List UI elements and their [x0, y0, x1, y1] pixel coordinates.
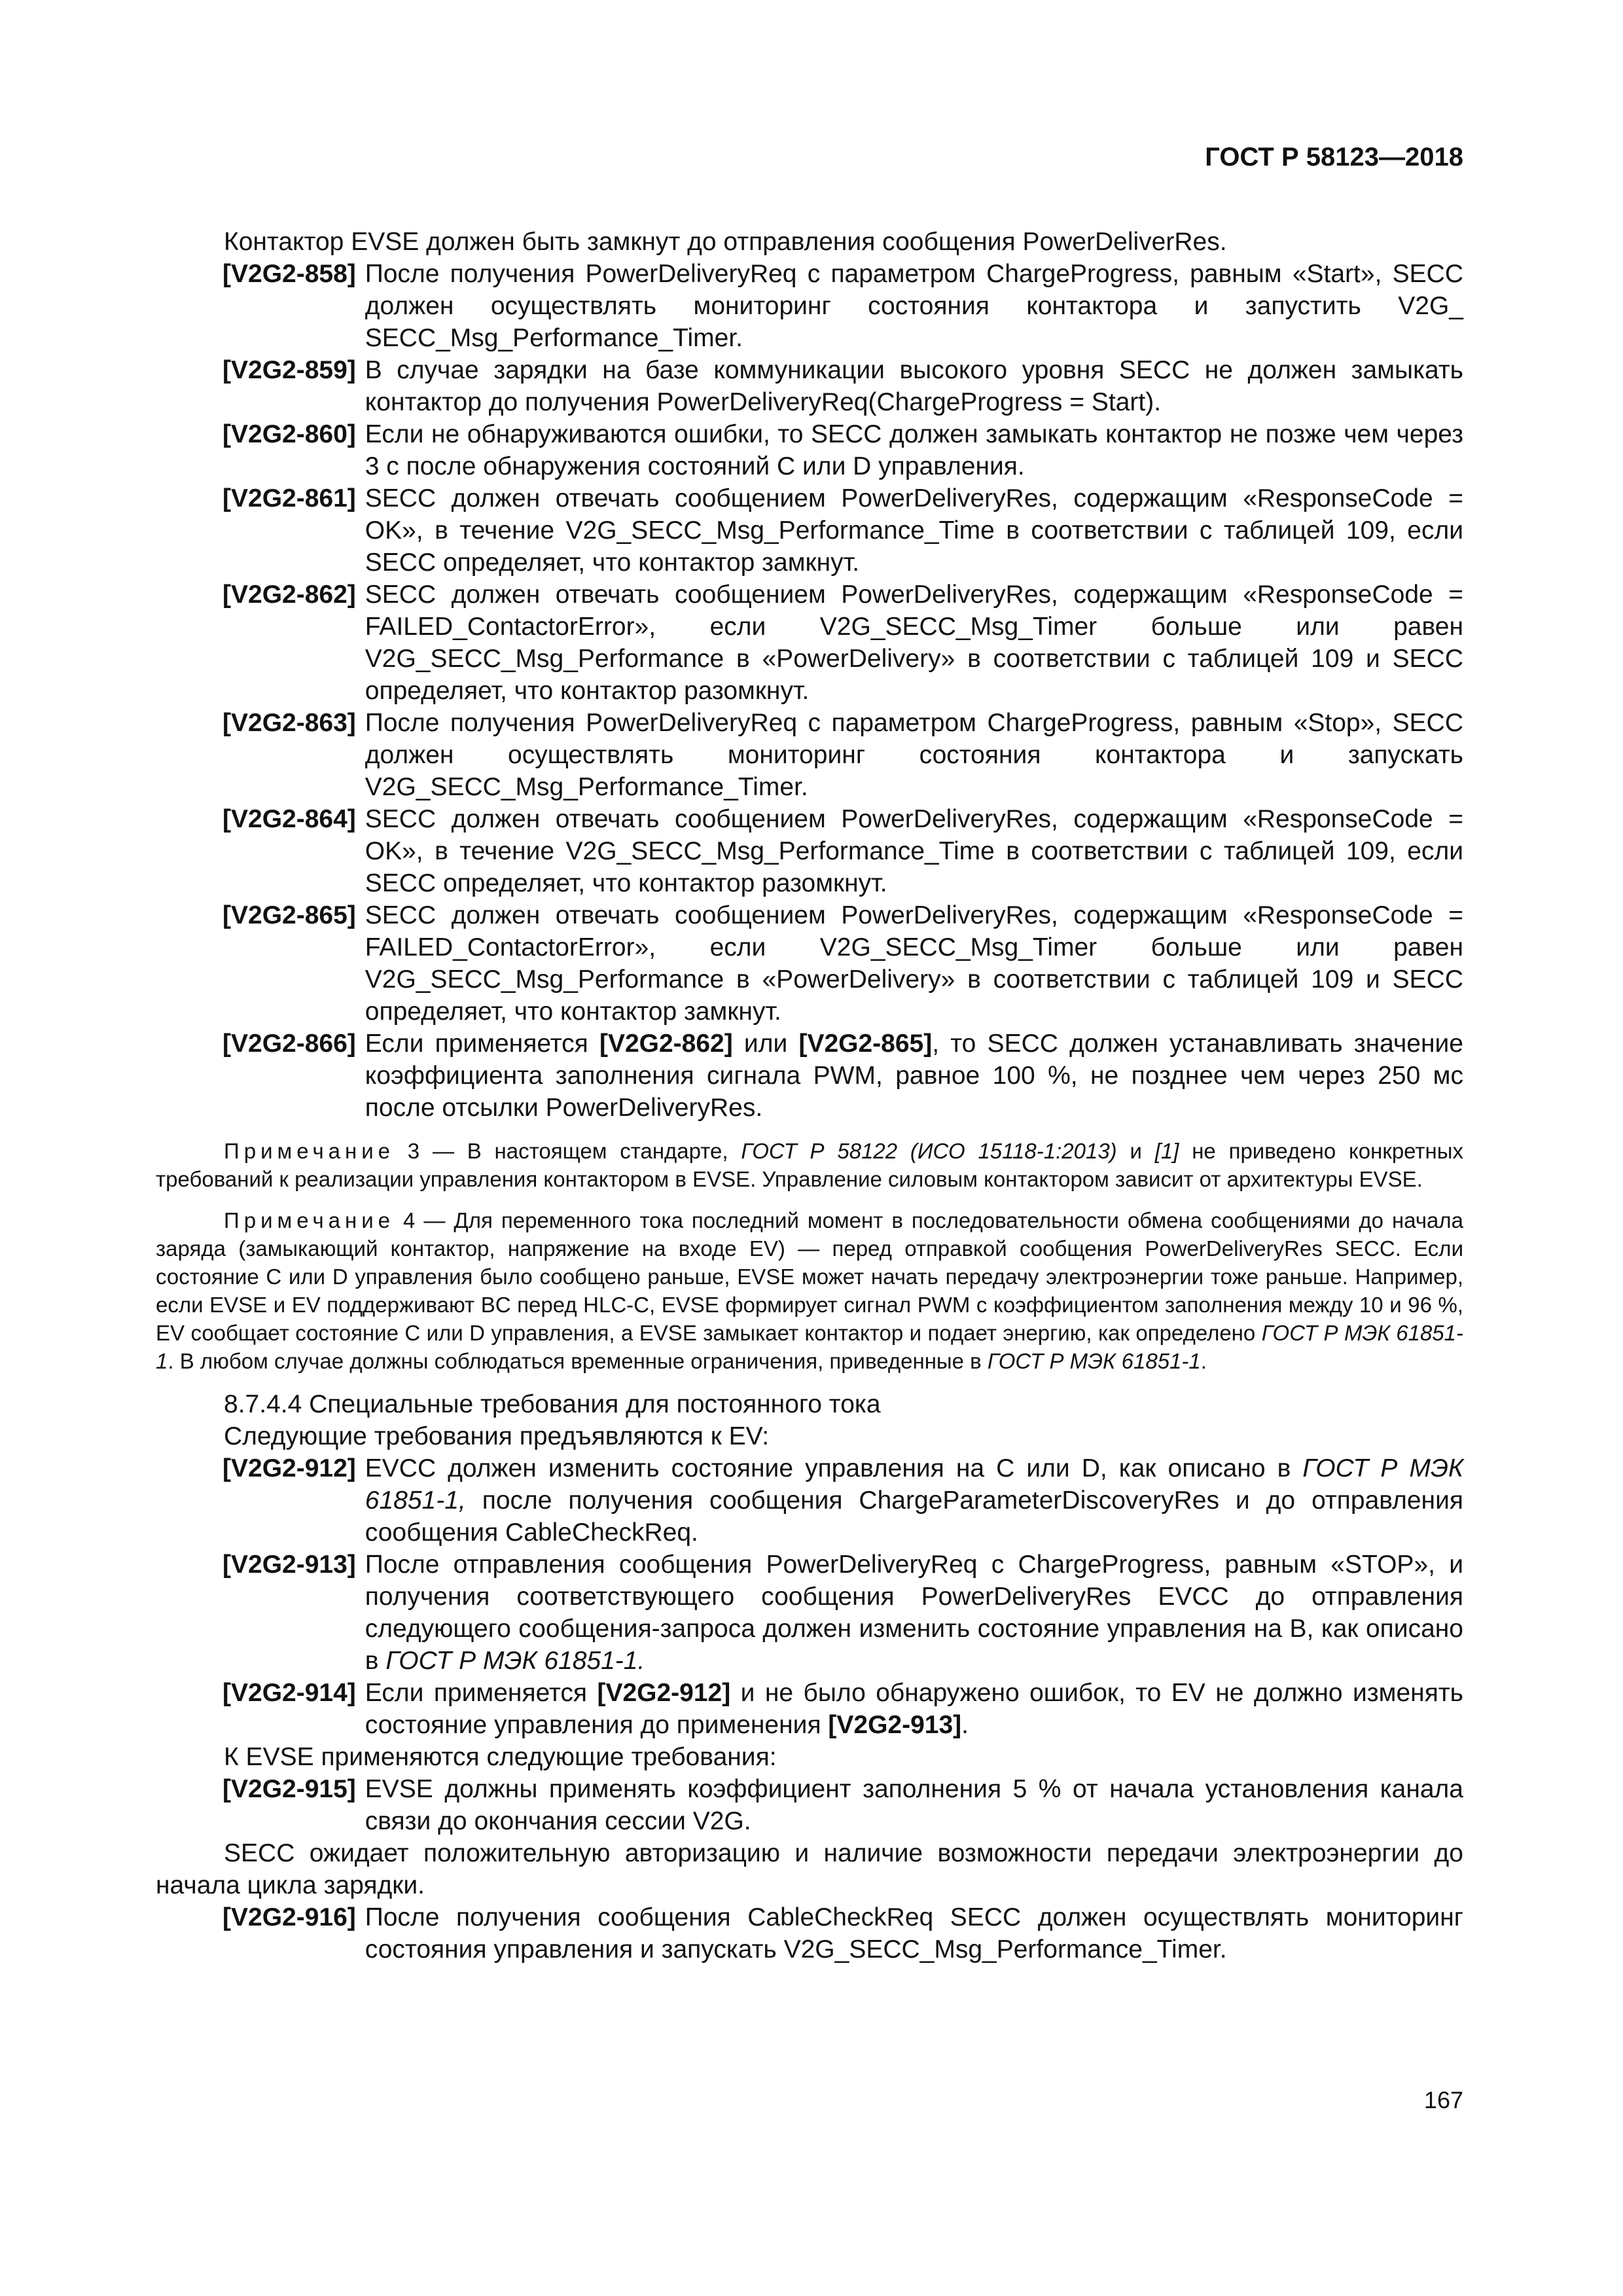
requirement-text: После отправления сообщения PowerDeliveryReq с ChargeProgress, равным «STOP», и получения соответствующего сообщения PowerDeliveryRes EVCC до отправления следующего сообщения-запроса должен изменить состояние управления на B, как описано в ГОСТ Р МЭК 61851-1. — [365, 1551, 1463, 1675]
page-content — [156, 226, 1463, 1965]
requirement-id: [V2G2-915] — [223, 1775, 356, 1803]
requirement-id: [V2G2-860] — [223, 420, 356, 448]
requirement-text: SECC должен отвечать сообщением PowerDeliveryRes, содержащим «ResponseCode = FAILED_ContactorError», если V2G_SECC_Msg_Timer больше или равен V2G_SECC_Msg_Performance в «PowerDelivery» в соответствии с таблицей 109 и SECC определяет, что контактор замкнут. — [365, 901, 1463, 1026]
requirement-text: После получения PowerDeliveryReq с параметром ChargeProgress, равным «Start», SECC должен осуществлять мониторинг состояния контактора и запустить V2G_ SECC_Msg_Performance_Timer. — [365, 260, 1463, 352]
requirement-item — [223, 579, 1463, 707]
requirement-text: EVCC должен изменить состояние управления на C или D, как описано в ГОСТ Р МЭК 61851-1, после получения сообщения ChargeParameterDiscoveryRes и до отправления сообщения CableCheckReq. — [365, 1454, 1464, 1547]
requirement-v2g2-913 — [223, 1549, 1463, 1677]
requirement-id: [V2G2-913] — [223, 1551, 356, 1579]
note-3: Примечание 3 — В настоящем стандарте, ГОСТ Р 58122 (ИСО 15118-1:2013) и [1] не приведено конкретных требований к реализации управления контактором в EVSE. Управление силовым контактором зависит от архитектуры EVSE. — [156, 1139, 1463, 1191]
requirement-ref: [V2G2-862] — [599, 1030, 733, 1058]
requirement-text: Если применяется [V2G2-912] и не было обнаружено ошибок, то EV не должно изменять состояние управления до применения [V2G2-913]. — [365, 1679, 1464, 1739]
requirement-item — [223, 803, 1463, 899]
requirement-item — [223, 707, 1463, 803]
requirement-id: [V2G2-914] — [223, 1679, 356, 1707]
section-heading: 8.7.4.4 Специальные требования для постоянного тока — [224, 1390, 881, 1418]
requirement-id: [V2G2-865] — [223, 901, 356, 929]
requirement-text: Если не обнаруживаются ошибки, то SECC должен замыкать контактор не позже чем через 3 с после обнаружения состояний C или D управления. — [365, 420, 1463, 480]
standard-reference: ГОСТ Р МЭК 61851-1 — [987, 1349, 1201, 1373]
evse-requirements-intro: К EVSE применяются следующие требования: — [224, 1743, 777, 1771]
requirements-list — [156, 258, 1463, 1028]
standard-reference: ГОСТ Р МЭК 61851-1. — [385, 1647, 645, 1675]
requirement-id: [V2G2-866] — [223, 1030, 356, 1058]
secc-paragraph: SECC ожидает положительную авторизацию и наличие возможности передачи электроэнергии до начала цикла зарядки. — [156, 1839, 1463, 1899]
requirement-item — [223, 258, 1463, 354]
requirement-id: [V2G2-859] — [223, 356, 356, 384]
requirement-id: [V2G2-916] — [223, 1903, 356, 1931]
standard-reference: ГОСТ Р МЭК 61851-1 — [156, 1321, 1464, 1373]
requirement-text: Если применяется [V2G2-862] или [V2G2-865], то SECC должен устанавливать значение коэффициента заполнения сигнала PWM, равное 100 %, не позднее чем через 250 мс после отсылки PowerDeliveryRes. — [365, 1030, 1463, 1122]
requirement-item — [223, 418, 1463, 482]
requirement-id: [V2G2-863] — [223, 709, 356, 737]
intro-paragraph: Контактор EVSE должен быть замкнут до отправления сообщения PowerDeliverRes. — [224, 228, 1227, 256]
note-4: Примечание 4 — Для переменного тока последний момент в последовательности обмена сообщениями до начала заряда (замыкающий контактор, напряжение на входе EV) — перед отправкой сообщения PowerDeliveryRes SECC. Если состояние C или D управления было сообщено раньше, EVSE может начать передачу электроэнергии тоже раньше. Например, если EVSE и EV поддерживают BC перед HLC-C, EVSE формирует сигнал PWM с коэффициентом заполнения между 10 и 96 %, EV сообщает состояние C или D управления, а EVSE замыкает контактор и подает энергию, как определено ГОСТ Р МЭК 61851-1. В любом случае должны соблюдаться временные ограничения, приведенные в ГОСТ Р МЭК 61851-1. — [156, 1208, 1464, 1373]
requirement-v2g2-866 — [223, 1028, 1463, 1124]
requirement-item — [223, 482, 1463, 579]
document-header: ГОСТ Р 58123—2018 — [1205, 143, 1463, 171]
requirement-text: В случае зарядки на базе коммуникации высокого уровня SECC не должен замыкать контактор до получения PowerDeliveryReq(ChargeProgress = Start). — [365, 356, 1463, 416]
requirement-id: [V2G2-862] — [223, 581, 356, 609]
requirement-item — [223, 354, 1463, 418]
requirement-text: SECC должен отвечать сообщением PowerDeliveryRes, содержащим «ResponseCode = OK», в течение V2G_SECC_Msg_Performance_Time в соответствии с таблицей 109, если SECC определяет, что контактор замкнут. — [365, 484, 1463, 577]
ev-requirements-intro: Следующие требования предъявляются к EV: — [224, 1422, 770, 1450]
requirement-text: SECC должен отвечать сообщением PowerDeliveryRes, содержащим «ResponseCode = FAILED_ContactorError», если V2G_SECC_Msg_Timer больше или равен V2G_SECC_Msg_Performance в «PowerDelivery» в соответствии с таблицей 109 и SECC определяет, что контактор разомкнут. — [365, 581, 1463, 705]
requirement-item — [223, 899, 1463, 1028]
requirement-text: EVSE должны применять коэффициент заполнения 5 % от начала установления канала связи до окончания сессии V2G. — [365, 1775, 1463, 1835]
requirement-v2g2-912 — [223, 1452, 1463, 1549]
requirement-id: [V2G2-858] — [223, 260, 356, 288]
requirement-ref: [V2G2-865] — [798, 1030, 933, 1058]
requirement-ref: [V2G2-912] — [597, 1679, 731, 1707]
page-number: 167 — [1423, 2087, 1463, 2113]
requirement-text: SECC должен отвечать сообщением PowerDeliveryRes, содержащим «ResponseCode = OK», в течение V2G_SECC_Msg_Performance_Time в соответствии с таблицей 109, если SECC определяет, что контактор разомкнут. — [365, 805, 1463, 897]
requirement-text: После получения сообщения CableCheckReq SECC должен осуществлять мониторинг состояния управления и запускать V2G_SECC_Msg_Performance_Timer. — [365, 1903, 1463, 1964]
requirement-id: [V2G2-861] — [223, 484, 356, 512]
standard-reference: ГОСТ Р МЭК 61851-1, — [365, 1454, 1464, 1515]
requirement-id: [V2G2-912] — [223, 1454, 356, 1482]
note-label: Примечание — [224, 1139, 395, 1163]
requirement-v2g2-914 — [223, 1677, 1463, 1741]
standard-reference: ГОСТ Р 58122 (ИСО 15118-1:2013) — [741, 1139, 1117, 1163]
bibliography-reference: [1] — [1154, 1139, 1179, 1163]
requirement-v2g2-916 — [223, 1901, 1463, 1965]
requirement-ref: [V2G2-913] — [828, 1711, 962, 1739]
note-label: Примечание — [224, 1208, 395, 1232]
requirement-id: [V2G2-864] — [223, 805, 356, 833]
requirement-text: После получения PowerDeliveryReq с параметром ChargeProgress, равным «Stop», SECC должен осуществлять мониторинг состояния контактора и запускать V2G_SECC_Msg_Performance_Timer. — [365, 709, 1463, 801]
requirement-v2g2-915 — [223, 1773, 1463, 1837]
